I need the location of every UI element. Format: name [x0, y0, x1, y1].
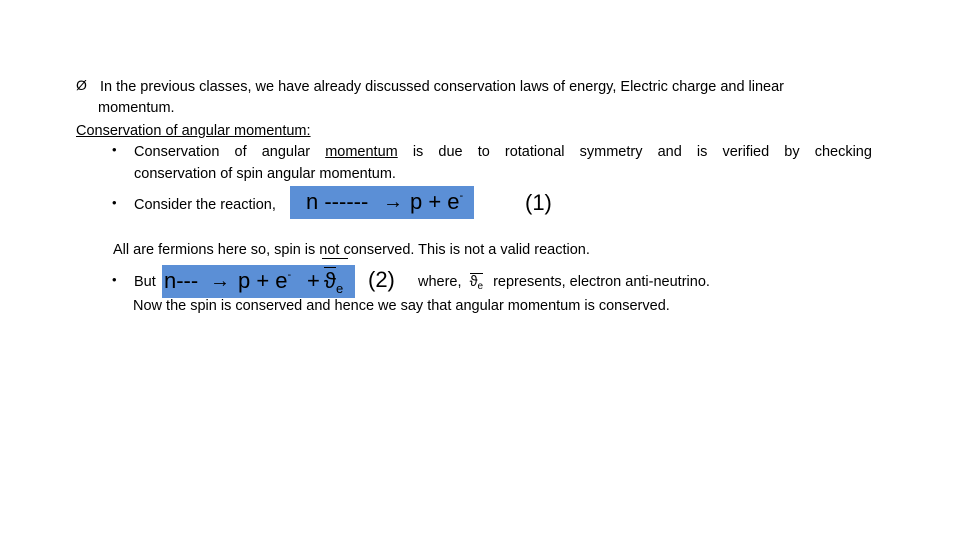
equation-1-number: (1): [525, 190, 552, 215]
where-antineutrino-symbol: $ϑ_e$: [469, 274, 484, 292]
statement-text: All are fermions here so, spin is not conserved. This is not a valid reaction.: [113, 242, 590, 258]
bullet-dot-1: •: [112, 142, 117, 157]
intro-line-2: momentum.: [98, 100, 175, 116]
arrow-bullet-icon: Ø: [76, 77, 87, 93]
where-description: represents, electron anti-neutrino.: [493, 274, 710, 290]
reaction-2-highlight: [162, 265, 355, 298]
bullet-3-label: But: [134, 274, 156, 290]
bullet-dot-2: •: [112, 195, 117, 210]
word: Conservation: [134, 144, 220, 160]
word: to: [477, 144, 490, 160]
word: checking: [814, 144, 872, 160]
where-label: where,: [418, 274, 462, 290]
reaction-2-rhs: p + e-: [238, 268, 292, 293]
word: is: [412, 144, 424, 160]
word: and: [657, 144, 682, 160]
bullet-2-label: Consider the reaction,: [134, 197, 276, 213]
right-arrow-icon: →: [210, 270, 230, 292]
reaction-2-plus: +: [307, 268, 320, 293]
bullet-1-line-2: conservation of spin angular momentum.: [134, 166, 396, 182]
word: rotational: [504, 144, 565, 160]
equation-2-number: (2): [368, 267, 395, 292]
word: symmetry: [579, 144, 643, 160]
conclusion-text: Now the spin is conserved and hence we say that angular momentum is conserved.: [133, 298, 670, 314]
reaction-1-rhs: p + e-: [410, 189, 464, 214]
intro-line-1: In the previous classes, we have already discussed conservation laws of energy, Electric charge and linear: [100, 79, 785, 95]
underline-mark: [322, 258, 348, 259]
word: momentum: [325, 144, 398, 160]
word: verified: [722, 144, 770, 160]
word: angular: [261, 144, 311, 160]
word: of: [234, 144, 247, 160]
bullet-dot-3: •: [112, 272, 117, 287]
word: is: [696, 144, 708, 160]
where-clause: [418, 272, 710, 292]
antineutrino-symbol: $ϑ_e$: [324, 268, 344, 296]
reaction-1-highlight: [290, 186, 474, 219]
section-heading: Conservation of angular momentum:: [76, 123, 311, 139]
reaction-2-lhs: n---: [164, 268, 199, 293]
word: by: [784, 144, 800, 160]
word: due: [438, 144, 463, 160]
bullet-1-line-1: [134, 142, 872, 162]
right-arrow-icon: →: [383, 191, 403, 213]
reaction-1-lhs: n ------: [306, 189, 369, 214]
